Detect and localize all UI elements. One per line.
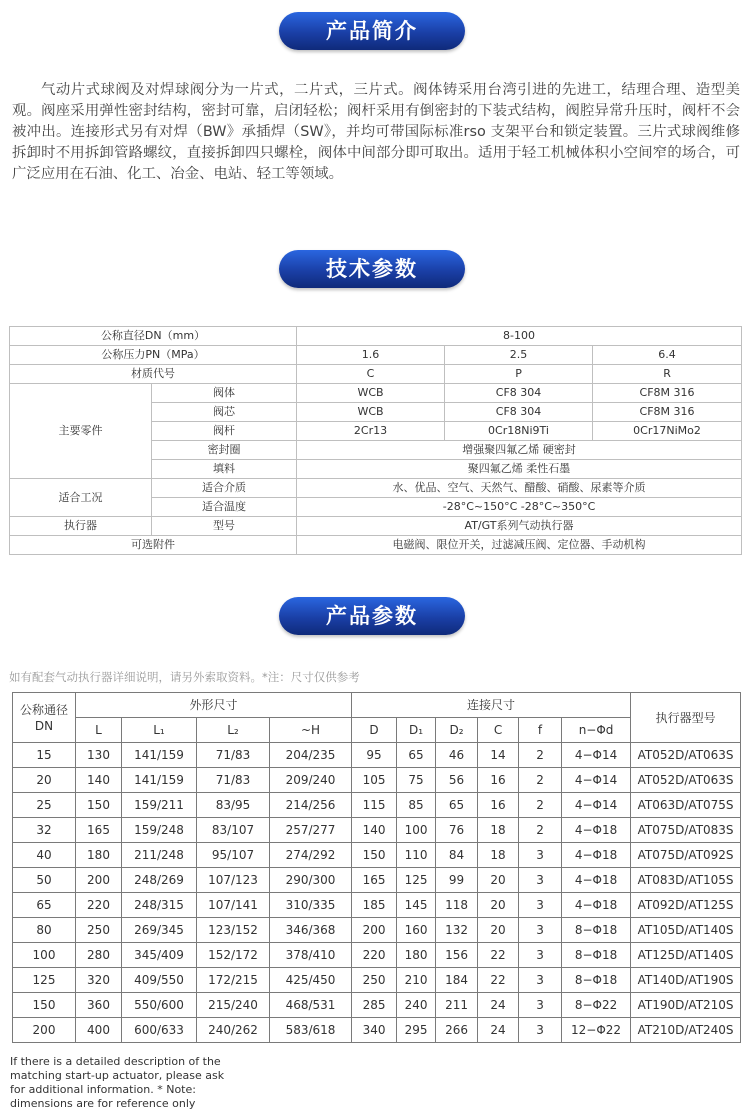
spec-dn-value: 8-100	[297, 327, 742, 346]
spec-row-medium	[10, 479, 742, 498]
table-cell: 83/107	[197, 818, 270, 843]
table-cell: 65	[397, 743, 436, 768]
table-cell: AT210D/AT240S	[631, 1018, 741, 1043]
table-cell: 24	[478, 993, 519, 1018]
table-cell: 25	[13, 793, 76, 818]
table-cell: 20	[478, 893, 519, 918]
spec-row-material	[10, 365, 742, 384]
table-cell: 165	[76, 818, 122, 843]
spec-model-label: 型号	[152, 517, 297, 536]
table-cell: 18	[478, 843, 519, 868]
table-cell: AT075D/AT083S	[631, 818, 741, 843]
table-cell: 20	[13, 768, 76, 793]
table-row	[13, 893, 741, 918]
spec-part-value: 2Cr13	[297, 422, 445, 441]
table-cell: 210	[397, 968, 436, 993]
table-cell: 65	[13, 893, 76, 918]
table-cell: 150	[76, 793, 122, 818]
spec-packing-label: 填料	[152, 460, 297, 479]
table-cell: 8−Φ18	[562, 943, 631, 968]
table-cell: 150	[13, 993, 76, 1018]
spec-part-value: 0Cr18Ni9Ti	[445, 422, 593, 441]
table-cell: 76	[436, 818, 478, 843]
table-cell: 3	[519, 843, 562, 868]
table-cell: 4−Φ18	[562, 818, 631, 843]
table-cell: 185	[352, 893, 397, 918]
table-cell: 3	[519, 943, 562, 968]
table-cell: 2	[519, 818, 562, 843]
spec-part-value: 0Cr17NiMo2	[593, 422, 742, 441]
spec-options-label: 可选附件	[10, 536, 297, 555]
dims-table	[12, 692, 741, 1043]
table-cell: 152/172	[197, 943, 270, 968]
table-cell: 214/256	[270, 793, 352, 818]
dims-col-header: D₂	[436, 718, 478, 743]
table-cell: 159/211	[122, 793, 197, 818]
table-cell: 160	[397, 918, 436, 943]
dims-body	[13, 743, 741, 1043]
table-cell: 165	[352, 868, 397, 893]
spec-medium-label: 适合介质	[152, 479, 297, 498]
intro-section-title: 产品简介	[279, 12, 465, 50]
table-cell: AT063D/AT075S	[631, 793, 741, 818]
table-row	[13, 793, 741, 818]
table-cell: 46	[436, 743, 478, 768]
table-cell: 95/107	[197, 843, 270, 868]
table-cell: 83/95	[197, 793, 270, 818]
table-cell: 132	[436, 918, 478, 943]
table-cell: 600/633	[122, 1018, 197, 1043]
table-cell: 18	[478, 818, 519, 843]
table-cell: 145	[397, 893, 436, 918]
spec-seal-label: 密封圈	[152, 441, 297, 460]
table-cell: 8−Φ22	[562, 993, 631, 1018]
dims-col-header: L₁	[122, 718, 197, 743]
table-cell: 200	[13, 1018, 76, 1043]
table-cell: 2	[519, 743, 562, 768]
table-cell: 16	[478, 768, 519, 793]
table-row	[13, 968, 741, 993]
dims-section-title: 产品参数	[279, 597, 465, 635]
spec-part-name: 阀杆	[152, 422, 297, 441]
table-cell: 141/159	[122, 768, 197, 793]
table-cell: AT125D/AT140S	[631, 943, 741, 968]
table-cell: 12−Φ22	[562, 1018, 631, 1043]
spec-part-value: CF8 304	[445, 403, 593, 422]
table-cell: 250	[76, 918, 122, 943]
table-cell: 115	[352, 793, 397, 818]
table-cell: 3	[519, 993, 562, 1018]
spec-table	[9, 326, 742, 555]
table-cell: 295	[397, 1018, 436, 1043]
table-cell: 211/248	[122, 843, 197, 868]
table-cell: 280	[76, 943, 122, 968]
spec-pn-value: 2.5	[445, 346, 593, 365]
table-cell: 85	[397, 793, 436, 818]
table-cell: 56	[436, 768, 478, 793]
intro-text: 气动片式球阀及对焊球阀分为一片式，二片式，三片式。阀体铸采用台湾引进的先进工，结理合理、造型美观。阀座采用弹性密封结构，密封可靠，启闭轻松；阀杆采用有倒密封的下装式结构，阀腔异常升压时，阀杆不会被冲出。连接形式另有对焊（BW》承插焊（SW》，并均可带国际标准rso 支架平台和锁定装置。三片式球阀维修拆卸时不用拆卸管路螺纹，直接拆卸四只螺栓，阀体中间部分即可取出。适用于轻工机械体积小空间窄的场合，可广泛应用在石油、化工、冶金、电站、轻工等领域。	[12, 82, 740, 182]
table-row	[13, 1018, 741, 1043]
table-cell: 24	[478, 1018, 519, 1043]
table-cell: 8−Φ18	[562, 968, 631, 993]
table-row	[13, 868, 741, 893]
table-cell: 409/550	[122, 968, 197, 993]
table-row	[13, 843, 741, 868]
spec-part-value: WCB	[297, 403, 445, 422]
table-cell: 257/277	[270, 818, 352, 843]
table-cell: 22	[478, 943, 519, 968]
table-cell: AT052D/AT063S	[631, 768, 741, 793]
dims-col-header: L	[76, 718, 122, 743]
table-cell: 2	[519, 793, 562, 818]
spec-options-value: 电磁阀、限位开关，过滤减压阀、定位器、手动机构	[297, 536, 742, 555]
table-cell: 4−Φ18	[562, 868, 631, 893]
table-cell: 215/240	[197, 993, 270, 1018]
spec-seal-value: 增强聚四氟乙烯 硬密封	[297, 441, 742, 460]
table-cell: 95	[352, 743, 397, 768]
spec-section-title: 技术参数	[279, 250, 465, 288]
table-row	[13, 918, 741, 943]
dims-dn-header: 公称通径 DN	[13, 693, 76, 743]
table-cell: 100	[397, 818, 436, 843]
spec-part-value: WCB	[297, 384, 445, 403]
table-cell: 3	[519, 918, 562, 943]
spec-part-name: 阀芯	[152, 403, 297, 422]
table-cell: 3	[519, 893, 562, 918]
dims-col-header: D₁	[397, 718, 436, 743]
table-cell: AT140D/AT190S	[631, 968, 741, 993]
dims-actuator-header: 执行器型号	[631, 693, 741, 743]
table-cell: 100	[13, 943, 76, 968]
table-cell: 248/269	[122, 868, 197, 893]
table-cell: 150	[352, 843, 397, 868]
spec-row-dn	[10, 327, 742, 346]
dims-header-row	[13, 693, 741, 718]
table-cell: 75	[397, 768, 436, 793]
spec-temp-label: 适合温度	[152, 498, 297, 517]
spec-part-value: CF8 304	[445, 384, 593, 403]
table-cell: 4−Φ14	[562, 793, 631, 818]
table-cell: 84	[436, 843, 478, 868]
dims-note: 如有配套气动执行器详细说明，请另外索取资料。*注：尺寸仅供参考	[9, 670, 360, 684]
table-row	[13, 768, 741, 793]
spec-model-value: AT/GT系列气动执行器	[297, 517, 742, 536]
table-cell: 125	[13, 968, 76, 993]
table-cell: 140	[352, 818, 397, 843]
table-cell: 65	[436, 793, 478, 818]
table-row	[13, 943, 741, 968]
table-row	[13, 818, 741, 843]
table-cell: 156	[436, 943, 478, 968]
table-cell: 3	[519, 1018, 562, 1043]
table-cell: 50	[13, 868, 76, 893]
table-cell: 290/300	[270, 868, 352, 893]
table-cell: 107/123	[197, 868, 270, 893]
table-cell: 266	[436, 1018, 478, 1043]
table-cell: 209/240	[270, 768, 352, 793]
spec-main-parts-label: 主要零件	[10, 384, 152, 479]
table-cell: 248/315	[122, 893, 197, 918]
table-cell: 99	[436, 868, 478, 893]
spec-dn-label: 公称直径DN（mm）	[10, 327, 297, 346]
spec-row-part-body	[10, 384, 742, 403]
spec-row-options	[10, 536, 742, 555]
table-cell: 2	[519, 768, 562, 793]
table-cell: 200	[76, 868, 122, 893]
spec-row-actuator	[10, 517, 742, 536]
table-cell: AT092D/AT125S	[631, 893, 741, 918]
table-cell: 105	[352, 768, 397, 793]
table-cell: 220	[352, 943, 397, 968]
spec-temp-value: -28°C~150°C -28°C~350°C	[297, 498, 742, 517]
table-cell: 310/335	[270, 893, 352, 918]
table-row	[13, 993, 741, 1018]
footnote: If there is a detailed description of the matching start-up actuator, please ask for additional information. * Note: dimensions are for reference only	[10, 1055, 225, 1110]
spec-material-label: 材质代号	[10, 365, 297, 384]
table-cell: 340	[352, 1018, 397, 1043]
table-cell: 550/600	[122, 993, 197, 1018]
table-cell: 3	[519, 868, 562, 893]
table-cell: 240/262	[197, 1018, 270, 1043]
dims-col-header: ~H	[270, 718, 352, 743]
table-cell: 16	[478, 793, 519, 818]
table-cell: 14	[478, 743, 519, 768]
table-cell: 400	[76, 1018, 122, 1043]
table-cell: 110	[397, 843, 436, 868]
table-cell: 320	[76, 968, 122, 993]
table-cell: 204/235	[270, 743, 352, 768]
dims-col-header: n−Φd	[562, 718, 631, 743]
table-cell: 220	[76, 893, 122, 918]
table-cell: 360	[76, 993, 122, 1018]
table-cell: 32	[13, 818, 76, 843]
table-cell: 159/248	[122, 818, 197, 843]
table-cell: 107/141	[197, 893, 270, 918]
table-cell: 22	[478, 968, 519, 993]
table-cell: 346/368	[270, 918, 352, 943]
table-cell: 141/159	[122, 743, 197, 768]
spec-actuator-label: 执行器	[10, 517, 152, 536]
table-cell: AT075D/AT092S	[631, 843, 741, 868]
table-cell: 71/83	[197, 743, 270, 768]
table-cell: 20	[478, 918, 519, 943]
table-cell: AT105D/AT140S	[631, 918, 741, 943]
table-cell: 15	[13, 743, 76, 768]
table-cell: 180	[397, 943, 436, 968]
spec-row-pn	[10, 346, 742, 365]
spec-packing-value: 聚四氟乙烯 柔性石墨	[297, 460, 742, 479]
table-cell: AT083D/AT105S	[631, 868, 741, 893]
table-cell: 125	[397, 868, 436, 893]
table-cell: 211	[436, 993, 478, 1018]
table-cell: AT190D/AT210S	[631, 993, 741, 1018]
table-cell: 118	[436, 893, 478, 918]
table-cell: 274/292	[270, 843, 352, 868]
table-cell: 583/618	[270, 1018, 352, 1043]
table-cell: 4−Φ14	[562, 768, 631, 793]
table-cell: 200	[352, 918, 397, 943]
table-row	[13, 743, 741, 768]
table-cell: 4−Φ18	[562, 893, 631, 918]
table-cell: 250	[352, 968, 397, 993]
spec-material-code: C	[297, 365, 445, 384]
spec-part-value: CF8M 316	[593, 403, 742, 422]
table-cell: 71/83	[197, 768, 270, 793]
dims-col-header: D	[352, 718, 397, 743]
table-cell: 40	[13, 843, 76, 868]
spec-part-value: CF8M 316	[593, 384, 742, 403]
spec-pn-value: 6.4	[593, 346, 742, 365]
table-cell: 378/410	[270, 943, 352, 968]
spec-pn-value: 1.6	[297, 346, 445, 365]
table-cell: 4−Φ18	[562, 843, 631, 868]
table-cell: 20	[478, 868, 519, 893]
table-cell: 80	[13, 918, 76, 943]
table-cell: 4−Φ14	[562, 743, 631, 768]
table-cell: 269/345	[122, 918, 197, 943]
dims-col-header: f	[519, 718, 562, 743]
table-cell: 140	[76, 768, 122, 793]
dims-conn-header: 连接尺寸	[352, 693, 631, 718]
spec-material-code: R	[593, 365, 742, 384]
table-cell: AT052D/AT063S	[631, 743, 741, 768]
table-cell: 425/450	[270, 968, 352, 993]
dims-col-header: C	[478, 718, 519, 743]
spec-medium-value: 水、优品、空气、天然气、醋酸、硝酸、尿素等介质	[297, 479, 742, 498]
spec-conditions-label: 适合工况	[10, 479, 152, 517]
table-cell: 130	[76, 743, 122, 768]
table-cell: 240	[397, 993, 436, 1018]
table-cell: 3	[519, 968, 562, 993]
spec-pn-label: 公称压力PN（MPa）	[10, 346, 297, 365]
dims-outer-header: 外形尺寸	[76, 693, 352, 718]
table-cell: 172/215	[197, 968, 270, 993]
table-cell: 285	[352, 993, 397, 1018]
table-cell: 468/531	[270, 993, 352, 1018]
spec-part-name: 阀体	[152, 384, 297, 403]
spec-material-code: P	[445, 365, 593, 384]
table-cell: 345/409	[122, 943, 197, 968]
table-cell: 123/152	[197, 918, 270, 943]
table-cell: 8−Φ18	[562, 918, 631, 943]
dims-col-header: L₂	[197, 718, 270, 743]
table-cell: 180	[76, 843, 122, 868]
table-cell: 184	[436, 968, 478, 993]
